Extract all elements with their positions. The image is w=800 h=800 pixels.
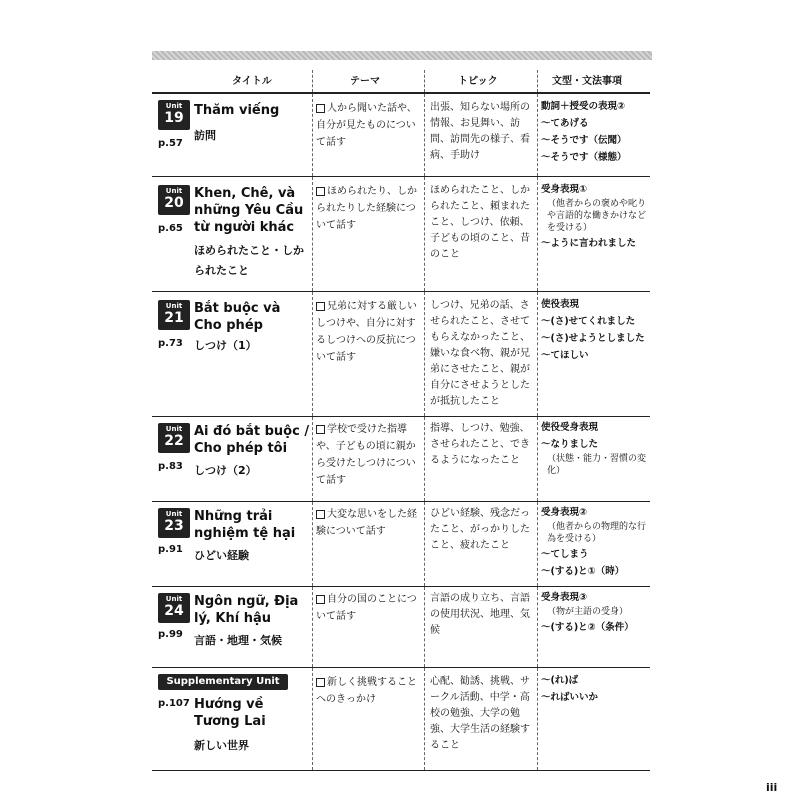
page-ref: p.99 [158,629,183,640]
unit-badge: Unit 24 [158,593,190,623]
topic-cell: しつけ、兄弟の話、させられたこと、させてもらえなかったこと、嫌いな食べ物、親が兄弟にさせたこと、親が自分にさせようとしたが抵抗したこと [430,300,530,407]
checkbox-icon [316,595,325,604]
table-row [152,502,650,587]
unit-badge: Unit 22 [158,423,190,453]
checkbox-icon [316,302,325,311]
theme-cell: 新しく挑戦することへのきっかけ [316,677,417,705]
title-vi: Thăm viếng [194,103,280,118]
checkbox-icon [316,425,325,434]
page-ref: p.83 [158,461,183,472]
page-ref: p.65 [158,223,183,234]
title-jp: しつけ（2） [194,464,257,477]
theme-cell: ほめられたり、しかられたりした経験について話す [316,186,417,231]
decorative-top-bar [152,51,652,60]
checkbox-icon [316,678,325,687]
page-ref: p.107 [158,698,190,709]
header-grammar: 文型・文法事項 [552,76,622,87]
checkbox-icon [316,104,325,113]
title-jp: 言語・地理・気候 [194,634,282,647]
grammar-cell: 使役受身表現 〜なりました （状態・能力・習慣の変化） [541,422,647,476]
title-jp: ひどい経験 [194,549,249,562]
title-jp: 新しい世界 [194,739,249,752]
table-row [152,94,650,177]
page-ref: p.57 [158,138,183,149]
unit-badge: Unit 21 [158,300,190,330]
grammar-cell: 受身表現① （他者からの褒めや叱りや言語的な働きかけなどを受ける） 〜ように言われました [541,184,647,249]
header-title: タイトル [232,76,272,87]
topic-cell: 指導、しつけ、勉強、させられたこと、できるようになったこと [430,423,530,466]
table-header [152,66,650,94]
header-theme: テーマ [350,76,380,87]
table-row [152,292,650,417]
page-ref: p.73 [158,338,183,349]
table-row [152,587,650,668]
unit-badge: Unit 23 [158,508,190,538]
title-vi: Ngôn ngữ, Địa lý, Khí hậu [194,594,299,626]
grammar-cell: 〜(れ)ば 〜ればいいか [541,675,599,703]
title-vi: Những trải nghiệm tệ hại [194,509,296,541]
title-vi: Khen, Chê, và những Yêu Cầu từ người khác [194,186,304,235]
title-vi: Hướng về Tương Lai [194,697,266,729]
theme-cell: 学校で受けた指導や、子どもの頃に親から受けたしつけについて話す [316,424,416,486]
title-jp: ほめられたこと・しかられたこと [194,244,304,277]
theme-cell: 兄弟に対する厳しいしつけや、自分に対するしつけへの反抗について話す [316,301,417,363]
table-row [152,417,650,502]
theme-cell: 大変な思いをした経験について話す [316,509,417,537]
grammar-cell: 動詞＋授受の表現② 〜てあげる 〜そうです（伝聞） 〜そうです（様態） [541,101,627,163]
topic-cell: ひどい経験、残念だったこと、がっかりしたこと、疲れたこと [430,508,530,551]
checkbox-icon [316,510,325,519]
header-topic: トピック [458,76,498,87]
grammar-cell: 使役表現 〜(さ)せてくれました 〜(さ)せようとしました 〜てほしい [541,299,645,361]
title-jp: しつけ（1） [194,339,257,352]
supplementary-badge: Supplementary Unit [158,674,288,690]
title-vi: Ai đó bắt buộc / Cho phép tôi [194,424,310,456]
grammar-cell: 受身表現③ （物が主語の受身） 〜(する)と②（条件） [541,592,634,633]
checkbox-icon [316,187,325,196]
unit-badge: Unit 20 [158,185,190,215]
theme-cell: 自分の国のことについて話す [316,594,417,622]
topic-cell: ほめられたこと、しかられたこと、頼まれたこと、しつけ、依頼、子どもの頃のこと、昔のこと [430,185,530,260]
topic-cell: 言語の成り立ち、言語の使用状況、地理、気候 [430,593,530,636]
theme-cell: 人から聞いた話や、自分が見たものについて話す [316,103,417,148]
unit-badge: Unit 19 [158,100,190,130]
topic-cell: 心配、勧誘、挑戦、サークル活動、中学・高校の勉強、大学の勉強、大学生活の経験すること [430,676,530,751]
page-number: iii [766,781,778,794]
table-row [152,177,650,292]
grammar-cell: 受身表現② （他者からの物理的な行為を受ける） 〜てしまう 〜(する)と①（時） [541,507,647,577]
topic-cell: 出張、知らない場所の情報、お見舞い、訪問、訪問先の様子、看病、手助け [430,102,530,161]
table-row [152,668,650,771]
page-ref: p.91 [158,544,183,555]
title-vi: Bắt buộc và Cho phép [194,301,281,333]
title-jp: 訪問 [194,129,216,142]
contents-table [152,66,650,771]
